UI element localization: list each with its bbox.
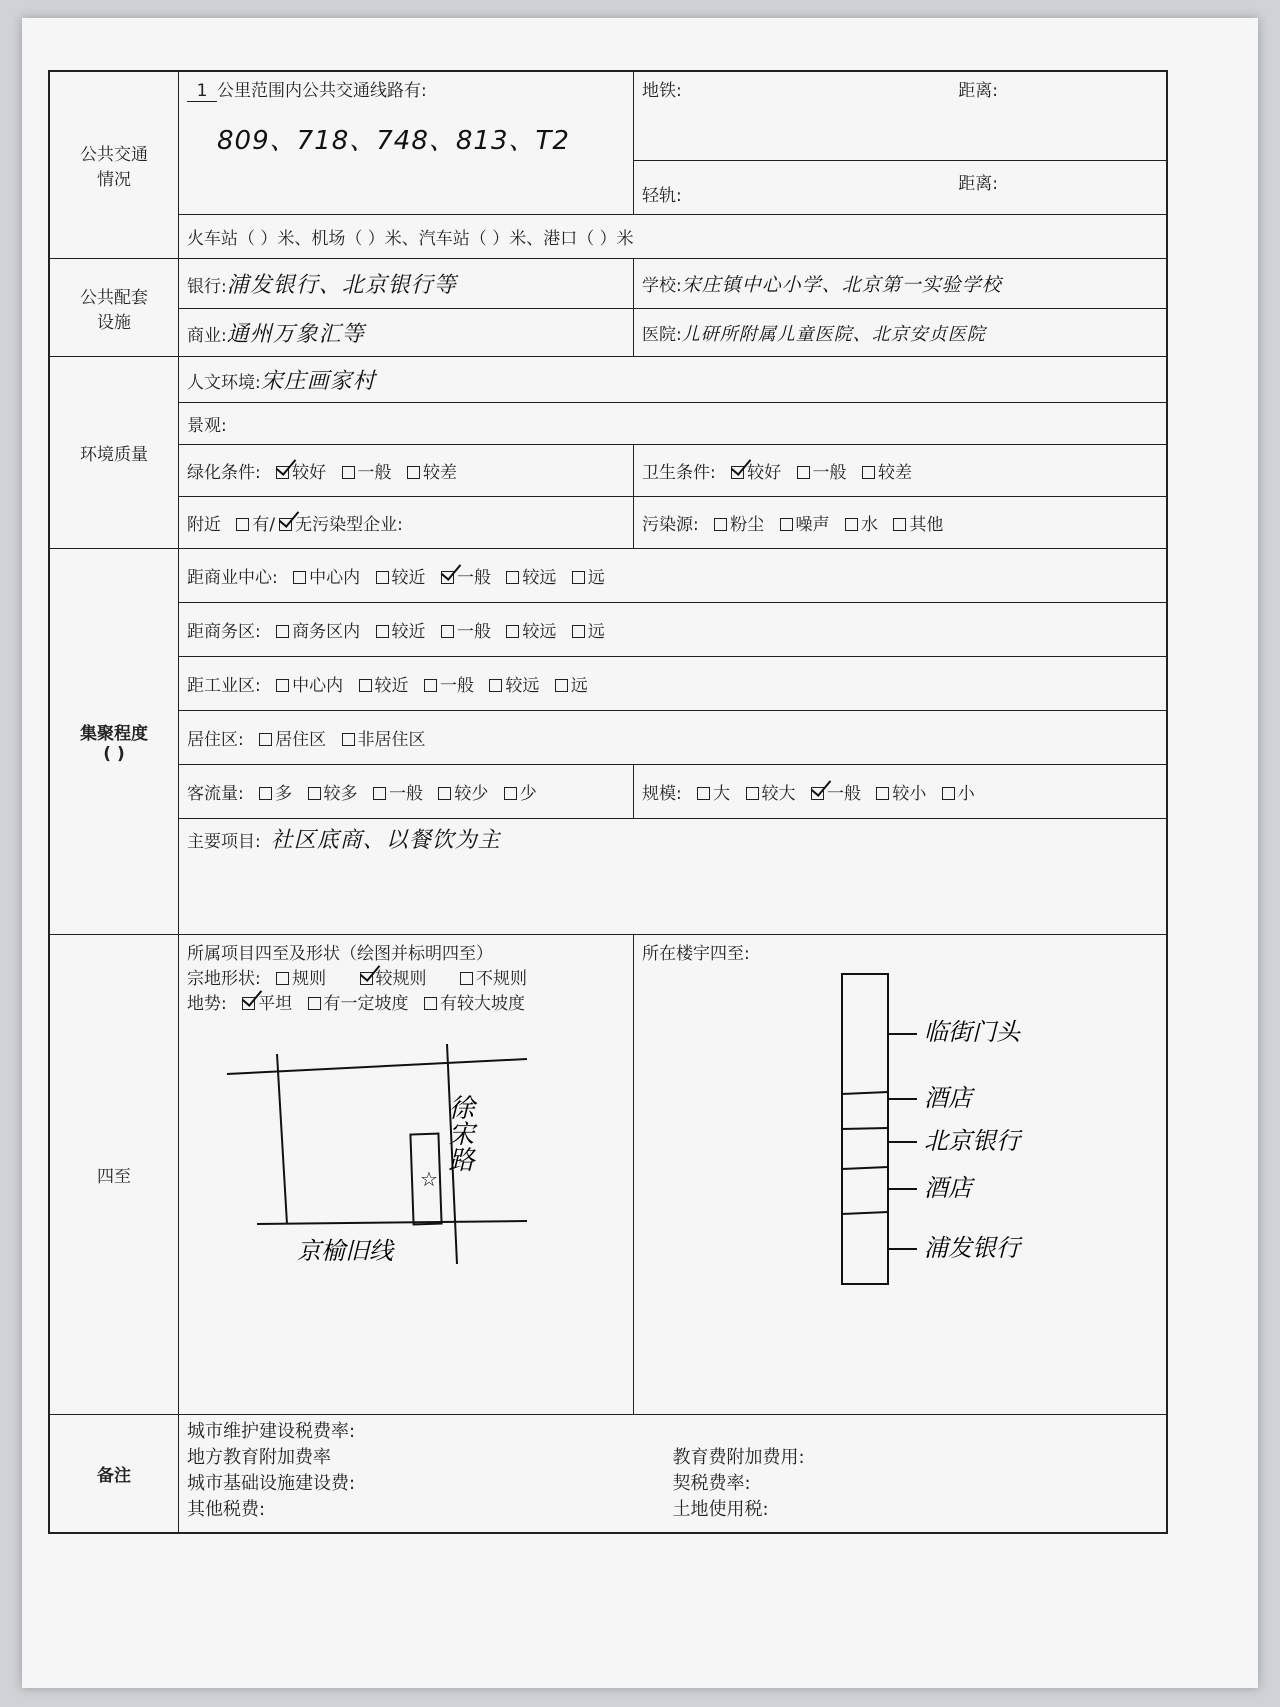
remarks-label: 备注 (49, 1415, 179, 1533)
scale-label: 规模: (642, 784, 682, 804)
scale-option: 较小 (892, 784, 927, 804)
terrain-slope-checkbox[interactable] (308, 997, 321, 1010)
scale-option: 较大 (761, 784, 796, 804)
pollution-option: 其他 (909, 515, 944, 535)
residential-option-checkbox[interactable] (259, 733, 272, 746)
remarks-item: 教育费附加费用: (672, 1447, 805, 1468)
road-east-label: 徐宋路 (444, 1094, 474, 1172)
business-option: 商务区内 (292, 622, 361, 642)
nearby-no-checkbox[interactable] (279, 518, 292, 531)
residential-cell (179, 711, 1168, 765)
greening-cell (179, 445, 634, 497)
greening-label: 绿化条件: (187, 463, 261, 483)
commerce-label: 商业: (187, 326, 227, 346)
floor-label: 浦发银行 (924, 1234, 1020, 1262)
building-sketch (642, 964, 1062, 1324)
sanitation-cell (634, 445, 1168, 497)
culture-value: 宋庄画家村 (260, 369, 376, 394)
sanitation-option: 较好 (747, 463, 782, 483)
remarks-item: 契税费率: (672, 1473, 751, 1494)
industrial-option: 较远 (505, 676, 540, 696)
greening-option: 较差 (422, 463, 457, 483)
bank-cell (179, 259, 634, 309)
school-value: 宋庄镇中心小学、北京第一实验学校 (681, 274, 1002, 296)
remarks-item: 城市基础设施建设费: (187, 1473, 356, 1494)
shape-option: 规则 (292, 969, 327, 989)
shape-label: 宗地形状: (187, 969, 261, 989)
business-option: 一般 (456, 622, 491, 642)
building-title: 所在楼宇四至: (642, 944, 750, 964)
pollution-noise-checkbox[interactable] (780, 518, 793, 531)
landscape-label: 景观: (179, 403, 1168, 445)
commercial-option-checkbox[interactable] (376, 571, 389, 584)
sanitation-option: 较差 (877, 463, 912, 483)
traffic-option: 较少 (454, 784, 489, 804)
terrain-flat-checkbox[interactable] (242, 997, 255, 1010)
business-option-checkbox[interactable] (441, 625, 454, 638)
business-option-checkbox[interactable] (276, 625, 289, 638)
scale-option-checkbox[interactable] (942, 787, 955, 800)
commercial-option: 较近 (391, 568, 426, 588)
shape-option: 较规则 (375, 969, 427, 989)
light-rail-label: 轻轨: (642, 186, 682, 206)
project-label: 主要项目: (187, 832, 261, 852)
bank-value: 浦发银行、北京银行等 (226, 273, 457, 298)
rail-cell (634, 71, 1168, 215)
pollution-option: 粉尘 (730, 515, 765, 535)
terrain-option: 有一定坡度 (323, 994, 409, 1014)
sanitation-option: 一般 (812, 463, 847, 483)
pollution-option: 水 (860, 515, 878, 535)
terrain-option: 有较大坡度 (439, 994, 525, 1014)
industrial-label: 距工业区: (187, 676, 261, 696)
traffic-option-checkbox[interactable] (438, 787, 451, 800)
scale-option-checkbox[interactable] (697, 787, 710, 800)
industrial-option: 较近 (374, 676, 409, 696)
traffic-cell (179, 765, 634, 819)
industrial-option: 远 (570, 676, 588, 696)
remarks-item: 其他税费: (187, 1499, 266, 1520)
building-sketch-cell (634, 935, 1168, 1415)
terrain-steep-checkbox[interactable] (424, 997, 437, 1010)
sanitation-poor-checkbox[interactable] (862, 466, 875, 479)
commercial-option-checkbox[interactable] (506, 571, 519, 584)
subway-distance-label: 距离: (958, 81, 998, 101)
bank-label: 银行: (187, 277, 227, 297)
greening-option: 一般 (357, 463, 392, 483)
nearby-cell (179, 497, 634, 549)
floor-label: 酒店 (924, 1084, 972, 1112)
scale-average-checkbox[interactable] (811, 787, 824, 800)
commercial-average-checkbox[interactable] (441, 571, 454, 584)
remarks-item: 地方教育附加费率 (187, 1447, 331, 1468)
pollution-label: 污染源: (642, 515, 699, 535)
pollution-other-checkbox[interactable] (893, 518, 906, 531)
school-label: 学校: (642, 276, 682, 296)
culture-cell (179, 357, 1168, 403)
industrial-option-checkbox[interactable] (359, 679, 372, 692)
floor-label: 临街门头 (924, 1018, 1020, 1046)
south-road-line (257, 1221, 527, 1224)
school-cell (634, 259, 1168, 309)
pollution-dust-checkbox[interactable] (714, 518, 727, 531)
traffic-option: 一般 (388, 784, 423, 804)
industrial-option-checkbox[interactable] (555, 679, 568, 692)
facilities-label: 公共配套 设施 (49, 259, 179, 357)
traffic-option: 多 (275, 784, 293, 804)
commercial-option: 中心内 (309, 568, 361, 588)
traffic-option-checkbox[interactable] (504, 787, 517, 800)
terrain-option: 平坦 (258, 994, 293, 1014)
industrial-distance-cell (179, 657, 1168, 711)
business-distance-cell (179, 603, 1168, 657)
nearby-yes-checkbox[interactable] (236, 518, 249, 531)
remarks-cell (179, 1415, 1168, 1533)
commercial-option: 较远 (522, 568, 557, 588)
station-distances: 火车站（ ）米、机场（ ）米、汽车站（ ）米、港口（ ）米 (179, 215, 1168, 259)
transport-label: 公共交通 情况 (49, 71, 179, 259)
sanitation-label: 卫生条件: (642, 463, 716, 483)
floor-label: 北京银行 (924, 1127, 1020, 1155)
scale-cell (634, 765, 1168, 819)
commerce-cell (179, 309, 634, 357)
subway-label: 地铁: (642, 81, 682, 101)
commercial-option: 远 (587, 568, 605, 588)
agglomeration-label: 集聚程度 ( ) (49, 549, 179, 935)
commercial-distance-cell (179, 549, 1168, 603)
commercial-option: 一般 (456, 568, 491, 588)
traffic-option: 较多 (323, 784, 358, 804)
terrain-row (187, 989, 625, 1014)
traffic-option: 少 (519, 784, 537, 804)
floor-divider (842, 1128, 888, 1129)
pollution-water-checkbox[interactable] (845, 518, 858, 531)
range-text: 公里范围内公共交通线路有: (217, 81, 427, 101)
business-option-checkbox[interactable] (572, 625, 585, 638)
scale-option-checkbox[interactable] (876, 787, 889, 800)
commercial-label: 距商业中心: (187, 568, 278, 588)
remarks-item: 城市维护建设税费率: (187, 1421, 356, 1442)
traffic-option-checkbox[interactable] (308, 787, 321, 800)
shape-regular-checkbox[interactable] (276, 972, 289, 985)
site-title: 所属项目四至及形状（绘图并标明四至） (187, 944, 493, 964)
residential-label: 居住区: (187, 730, 244, 750)
residential-option: 居住区 (275, 730, 327, 750)
sanitation-good-checkbox[interactable] (731, 466, 744, 479)
nearby-label: 附近 (187, 515, 221, 535)
site-sketch-cell (179, 935, 634, 1415)
floor-label: 酒店 (924, 1174, 972, 1202)
scale-option: 一般 (826, 784, 861, 804)
industrial-option-checkbox[interactable] (424, 679, 437, 692)
floor-divider (842, 1167, 888, 1169)
site-map-sketch (187, 1014, 617, 1274)
environment-label: 环境质量 (49, 357, 179, 549)
greening-average-checkbox[interactable] (342, 466, 355, 479)
terrain-label: 地势: (187, 994, 227, 1014)
project-value: 社区底商、以餐饮为主 (270, 828, 501, 853)
hospital-label: 医院: (642, 324, 682, 345)
pollution-option: 噪声 (795, 515, 830, 535)
hospital-cell (634, 309, 1168, 357)
industrial-option-checkbox[interactable] (276, 679, 289, 692)
project-cell (179, 819, 1168, 935)
floor-divider (842, 1092, 888, 1094)
floor-divider (842, 1212, 888, 1214)
commercial-option-checkbox[interactable] (572, 571, 585, 584)
residential-option: 非居住区 (357, 730, 426, 750)
business-option-checkbox[interactable] (376, 625, 389, 638)
range-value: 1 (187, 81, 217, 102)
industrial-option-checkbox[interactable] (489, 679, 502, 692)
road-south-label: 京榆旧线 (297, 1237, 393, 1265)
traffic-option-checkbox[interactable] (373, 787, 386, 800)
transport-routes-cell (179, 71, 634, 215)
greening-good-checkbox[interactable] (276, 466, 289, 479)
shape-option: 不规则 (475, 969, 527, 989)
shape-fairly-regular-checkbox[interactable] (360, 972, 373, 985)
routes-value: 809、718、748、813、T2 (217, 126, 570, 156)
traffic-option-checkbox[interactable] (259, 787, 272, 800)
nearby-no-label: 无污染型企业: (295, 515, 403, 535)
scale-option: 小 (957, 784, 975, 804)
west-road-line (277, 1054, 287, 1224)
business-option: 较近 (391, 622, 426, 642)
residential-option-checkbox[interactable] (342, 733, 355, 746)
culture-label: 人文环境: (187, 373, 261, 393)
scale-option: 大 (713, 784, 731, 804)
remarks-left (187, 1419, 673, 1523)
business-option: 远 (587, 622, 605, 642)
light-rail-distance-label: 距离: (958, 174, 998, 194)
business-option: 较远 (522, 622, 557, 642)
shape-irregular-checkbox[interactable] (460, 972, 473, 985)
remarks-right (673, 1419, 1159, 1523)
traffic-label: 客流量: (187, 784, 244, 804)
pollution-cell (634, 497, 1168, 549)
industrial-option: 中心内 (292, 676, 344, 696)
nearby-yes-label: 有/ (252, 515, 276, 535)
remarks-item: 土地使用税: (672, 1499, 769, 1520)
hospital-value: 儿研所附属儿童医院、北京安贞医院 (681, 323, 986, 345)
scale-option-checkbox[interactable] (746, 787, 759, 800)
business-option-checkbox[interactable] (506, 625, 519, 638)
star-icon: ☆ (420, 1167, 438, 1191)
industrial-option: 一般 (439, 676, 474, 696)
north-road-line (227, 1059, 527, 1074)
greening-option: 较好 (292, 463, 327, 483)
greening-poor-checkbox[interactable] (407, 466, 420, 479)
survey-form (48, 70, 1168, 1534)
commercial-option-checkbox[interactable] (293, 571, 306, 584)
business-label: 距商务区: (187, 622, 261, 642)
boundaries-label: 四至 (49, 935, 179, 1415)
sanitation-average-checkbox[interactable] (797, 466, 810, 479)
commerce-value: 通州万象汇等 (226, 322, 365, 347)
